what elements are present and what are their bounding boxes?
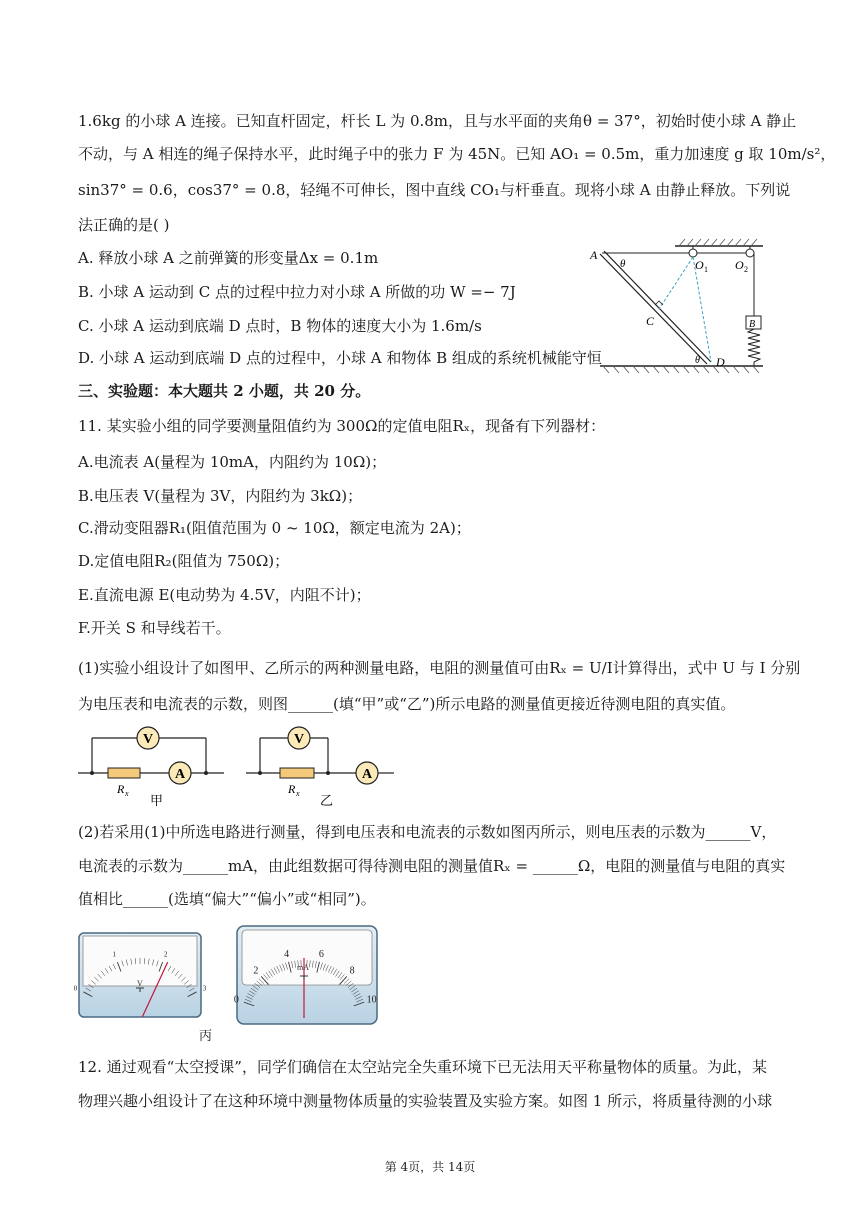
sub-question-2-line-1: (2)若采用(1)中所选电路进行测量，得到电压表和电流表的示数如图丙所示，则电压表的示数为______V， <box>78 823 777 841</box>
section-heading: 三、实验题：本大题共 2 小题，共 20 分。 <box>78 382 371 400</box>
option-a: A. 释放小球 A 之前弹簧的形变量Δx = 0.1m <box>78 249 379 267</box>
text-line-3: sin37° = 0.6，cos37° = 0.8，轻绳不可伸长，图中直线 CO₁与杆垂直。现将小球 A 由静止释放。下列说 <box>78 181 791 199</box>
label-o1: O <box>695 258 704 272</box>
label-o2-sub: 2 <box>744 265 748 274</box>
resistor-sub-yi: x <box>296 789 300 798</box>
scale-tick-label: 8 <box>349 965 355 977</box>
scale-tick-label: 3 <box>202 984 207 993</box>
text-line-1: 1.6kg 的小球 A 连接。已知直杆固定，杆长 L 为 0.8m，且与水平面的夹角θ = 37°，初始时使小球 A 静止 <box>78 112 797 130</box>
sub-question-2-line-3: 值相比______(选填“偏大”“偏小”或“相同”)。 <box>78 890 376 908</box>
label-o1-sub: 1 <box>704 265 708 274</box>
ammeter-unit: mA <box>297 963 309 972</box>
caption-bing: 丙 <box>199 1029 213 1044</box>
scale-tick-label: 4 <box>284 949 290 961</box>
label-a: A <box>590 248 598 262</box>
scale-tick-label: 0 <box>73 984 78 993</box>
resistor-label-jia: R <box>117 782 125 796</box>
question-11: 11. 某实验小组的同学要测量阻值约为 300Ω的定值电阻Rₓ，现备有下列器材： <box>78 417 606 435</box>
page-footer: 第 4页，共 14页 <box>384 1160 476 1174</box>
scale-tick-label: 0 <box>233 994 239 1006</box>
label-c: C <box>646 314 655 328</box>
caption-jia: 甲 <box>150 793 164 808</box>
label-d: D <box>716 355 725 369</box>
sub-question-1-line-2: 为电压表和电流表的示数，则图______(填“甲”或“乙”)所示电路的测量值更接近待测电阻的真实值。 <box>78 695 736 713</box>
label-b: B <box>749 319 756 330</box>
item-d: D.定值电阻R₂(阻值为 750Ω)； <box>78 552 290 570</box>
scale-tick-label: 1 <box>112 950 116 959</box>
text-line-4: 法正确的是( ) <box>78 216 170 234</box>
ammeter-symbol-yi: A <box>362 767 373 782</box>
resistor-sub-jia: x <box>125 789 129 798</box>
sub-question-1-line-1: (1)实验小组设计了如图甲、乙所示的两种测量电路，电阻的测量值可由Rₓ = U/I计算得出，式中 U 与 I 分别 <box>78 659 801 677</box>
option-d: D. 小球 A 运动到底端 D 点的过程中，小球 A 和物体 B 组成的系统机械能守恒 <box>78 349 602 367</box>
label-o2: O <box>735 258 744 272</box>
circuit-yi <box>246 725 396 810</box>
ammeter-symbol-jia: A <box>175 767 186 782</box>
scale-tick-label: 10 <box>366 994 377 1006</box>
item-e: E.直流电源 E(电动势为 4.5V，内阻不计)； <box>78 586 371 604</box>
circuit-jia <box>78 725 228 810</box>
question-12-line-2: 物理兴趣小组设计了在这种环境中测量物体质量的实验装置及实验方案。如图 1 所示，将质量待测的小球 <box>78 1092 773 1110</box>
item-c: C.滑动变阻器R₁(阻值范围为 0 ~ 10Ω，额定电流为 2A)； <box>78 519 471 537</box>
voltmeter-symbol-yi: V <box>294 732 305 747</box>
sub-question-2-line-2: 电流表的示数为______mA，由此组数据可得待测电阻的测量值Rₓ = ______Ω，电阻的测量值与电阻的真实 <box>78 857 786 875</box>
item-b: B.电压表 V(量程为 3V，内阻约为 3kΩ)； <box>78 487 363 505</box>
rod-spring-figure <box>585 236 770 376</box>
question-12-line-1: 12. 通过观看“太空授课”，同学们确信在太空站完全失重环境下已无法用天平称量物体的质量。为此，某 <box>78 1058 767 1076</box>
voltmeter-dial <box>73 930 207 1018</box>
voltmeter-unit: V <box>137 979 143 988</box>
item-f: F.开关 S 和导线若干。 <box>78 619 231 637</box>
scale-tick-label: 6 <box>318 949 324 961</box>
scale-tick-label: 2 <box>253 965 259 977</box>
scale-tick-label: 2 <box>164 950 168 959</box>
voltmeter-symbol-jia: V <box>143 732 154 747</box>
label-theta-bottom: θ <box>695 355 700 366</box>
resistor-label-yi: R <box>288 782 296 796</box>
caption-yi: 乙 <box>320 793 334 808</box>
option-c: C. 小球 A 运动到底端 D 点时，B 物体的速度大小为 1.6m/s <box>78 317 482 335</box>
label-theta: θ <box>620 258 626 270</box>
option-b: B. 小球 A 运动到 C 点的过程中拉力对小球 A 所做的功 W =− 7J <box>78 283 516 301</box>
text-line-2: 不动，与 A 相连的绳子保持水平，此时绳子中的张力 F 为 45N。已知 AO₁ = 0.5m，重力加速度 g 取 10m/s²， <box>78 145 836 163</box>
item-a: A.电流表 A(量程为 10mA，内阻约为 10Ω)； <box>78 453 387 471</box>
ammeter-dial <box>233 924 378 1026</box>
